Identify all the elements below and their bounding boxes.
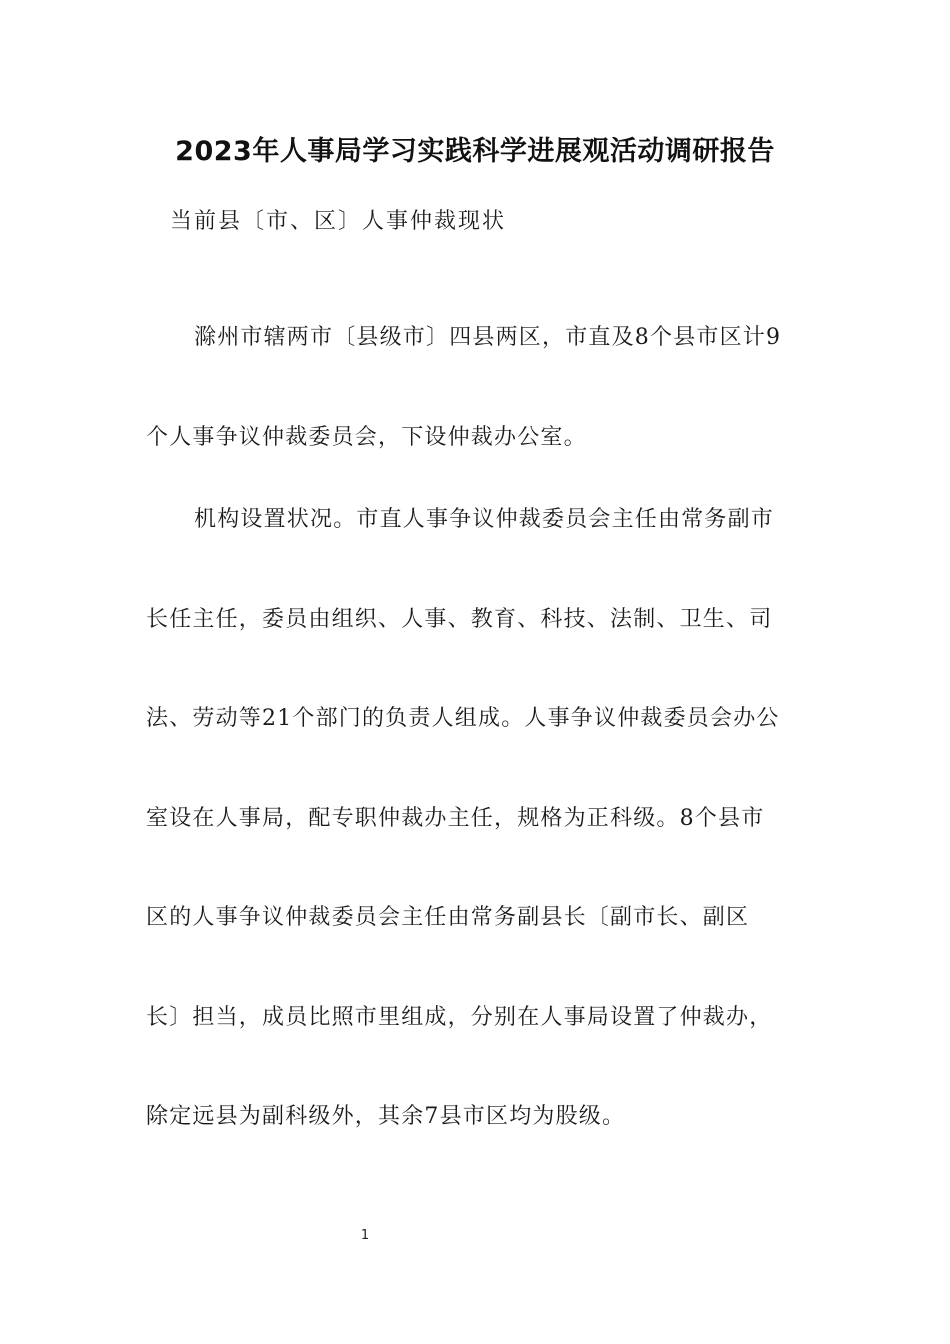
paragraph-2	[146, 502, 814, 1199]
section-heading: 当前县〔市、区〕人事仲裁现状	[170, 209, 507, 234]
page-number: 1	[360, 1228, 370, 1243]
paragraph-line: 长任主任，委员由组织、人事、教育、科技、法制、卫生、司	[146, 606, 773, 632]
paragraph-1	[146, 320, 814, 519]
paragraph-line: 长〕担当，成员比照市里组成，分别在人事局设置了仲裁办，	[146, 1004, 773, 1030]
document-title: 2023年人事局学习实践科学进展观活动调研报告	[175, 136, 775, 167]
paragraph-line: 滁州市辖两市〔县级市〕四县两区，市直及8个县市区计9	[194, 325, 782, 350]
paragraph-line: 除定远县为副科级外，其余7县市区均为股级。	[146, 1104, 626, 1129]
paragraph-line: 个人事争议仲裁委员会，下设仲裁办公室。	[146, 424, 587, 450]
paragraph-line: 室设在人事局，配专职仲裁办主任，规格为正科级。8个县市	[146, 805, 765, 831]
paragraph-line: 法、劳动等21个部门的负责人组成。人事争议仲裁委员会办公	[146, 706, 780, 731]
paragraph-line: 机构设置状况。市直人事争议仲裁委员会主任由常务副市	[194, 507, 775, 532]
paragraph-line: 区的人事争议仲裁委员会主任由常务副县长〔副市长、副区	[146, 905, 750, 930]
